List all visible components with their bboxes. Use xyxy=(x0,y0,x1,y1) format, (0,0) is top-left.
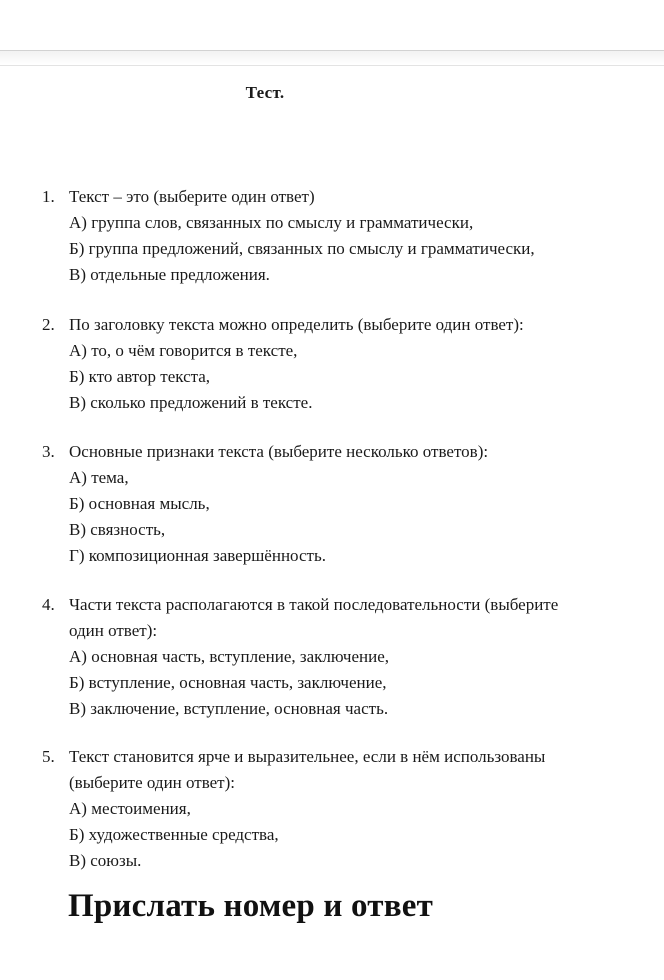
answer-option-a: А) тема, xyxy=(69,468,129,487)
answer-option-c: В) связность, xyxy=(69,520,166,539)
question-3 xyxy=(42,439,654,569)
submission-instruction: Прислать номер и ответ xyxy=(68,888,433,924)
question-text: Основные признаки текста (выберите несколько ответов): xyxy=(69,442,489,461)
question-number: 1. xyxy=(42,187,55,206)
question-text: По заголовку текста можно определить (выберите один ответ): xyxy=(69,315,524,334)
answer-option-c: В) сколько предложений в тексте. xyxy=(69,393,313,412)
question-2-heading xyxy=(42,312,654,338)
answer-option-b: Б) кто автор текста, xyxy=(69,367,211,386)
answer-option-a: А) группа слов, связанных по смыслу и грамматически, xyxy=(69,213,474,232)
answer-option-b: Б) группа предложений, связанных по смыслу и грамматически, xyxy=(69,239,535,258)
viewer-toolbar-shadow xyxy=(0,51,664,66)
question-text: Текст – это (выберите один ответ) xyxy=(69,187,315,206)
question-text: Части текста располагаются в такой последовательности (выберите xyxy=(69,595,559,614)
question-text-continued: один ответ): xyxy=(69,621,158,640)
page-title: Тест. xyxy=(245,83,285,102)
question-4-heading xyxy=(42,592,654,618)
question-number: 4. xyxy=(42,595,55,614)
question-1 xyxy=(42,184,654,288)
answer-option-b: Б) основная мысль, xyxy=(69,494,210,513)
viewer-top-bar xyxy=(0,0,664,51)
question-number: 3. xyxy=(42,442,55,461)
answer-option-c: В) союзы. xyxy=(69,851,142,870)
question-text: Текст становится ярче и выразительнее, если в нём использованы xyxy=(69,747,546,766)
answer-option-b: Б) вступление, основная часть, заключение, xyxy=(69,673,387,692)
answer-option-a: А) основная часть, вступление, заключение, xyxy=(69,647,390,666)
question-4 xyxy=(42,592,654,722)
answer-option-d: Г) композиционная завершённость. xyxy=(69,546,326,565)
answer-option-a: А) местоимения, xyxy=(69,799,191,818)
question-2 xyxy=(42,312,654,416)
answer-option-a: А) то, о чём говорится в тексте, xyxy=(69,341,298,360)
question-5 xyxy=(42,744,654,874)
question-number: 2. xyxy=(42,315,55,334)
question-text-continued: (выберите один ответ): xyxy=(69,773,235,792)
answer-option-c: В) отдельные предложения. xyxy=(69,265,270,284)
question-3-heading xyxy=(42,439,654,465)
question-1-heading xyxy=(42,184,654,210)
answer-option-c: В) заключение, вступление, основная часть. xyxy=(69,699,389,718)
question-number: 5. xyxy=(42,747,55,766)
question-5-heading xyxy=(42,744,654,770)
answer-option-b: Б) художественные средства, xyxy=(69,825,279,844)
